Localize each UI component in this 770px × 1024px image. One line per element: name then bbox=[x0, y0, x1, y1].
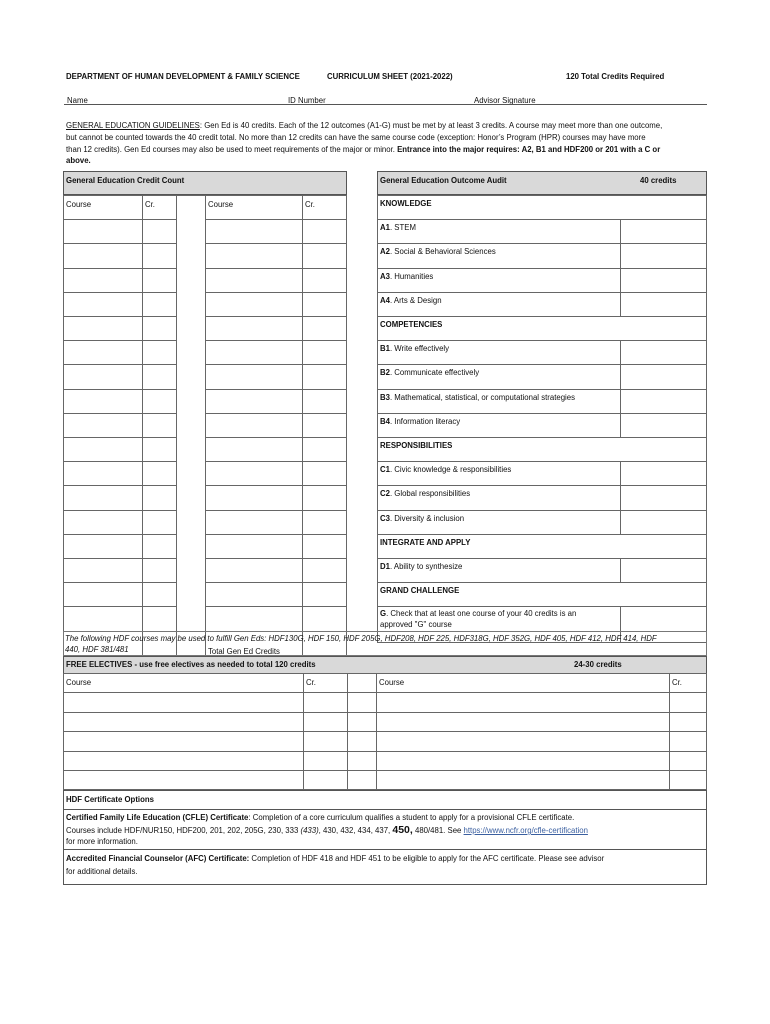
outcome-item-text bbox=[380, 343, 449, 354]
fe-credit-input[interactable] bbox=[303, 751, 348, 771]
gened-credit-input[interactable] bbox=[302, 461, 347, 486]
gened-course-input[interactable] bbox=[63, 558, 143, 583]
outcome-item-text bbox=[380, 271, 433, 282]
outcome-course-input[interactable] bbox=[620, 340, 707, 365]
outcome-item-a3 bbox=[377, 268, 621, 293]
gened-credit-input[interactable] bbox=[302, 510, 347, 535]
gened-course-input[interactable] bbox=[63, 485, 143, 510]
outcome-course-input[interactable] bbox=[620, 558, 707, 583]
fe-credit-input[interactable] bbox=[303, 770, 348, 790]
col-course2-header bbox=[205, 195, 303, 220]
outcome-course-input[interactable] bbox=[620, 268, 707, 293]
outcome-description: . Check that at least one course of your 40 credits is an bbox=[386, 609, 577, 619]
outcome-section-label: GRAND CHALLENGE bbox=[380, 586, 460, 596]
gened-credit-input[interactable] bbox=[302, 292, 347, 317]
gened-credit-input[interactable] bbox=[302, 413, 347, 438]
fe-course-input[interactable] bbox=[376, 751, 670, 771]
fe-credit-input[interactable] bbox=[669, 770, 707, 790]
free-electives-title: FREE ELECTIVES - use free electives as needed to total 120 credits bbox=[66, 660, 316, 669]
gened-credit-input[interactable] bbox=[142, 437, 177, 462]
col-cr-header bbox=[142, 195, 177, 220]
gened-credit-input[interactable] bbox=[302, 534, 347, 559]
cfle-courses-2: , 430, 432, 434, 437, bbox=[318, 826, 393, 835]
cfle-line-1: : Completion of a core curriculum qualifies a student to apply for a provisional CFLE certificate. bbox=[248, 813, 575, 822]
gened-credit-input[interactable] bbox=[142, 582, 177, 607]
gened-course-input[interactable] bbox=[63, 364, 143, 389]
gened-course-input[interactable] bbox=[205, 437, 303, 462]
gened-credit-input[interactable] bbox=[142, 340, 177, 365]
fe-credit-input[interactable] bbox=[303, 712, 348, 732]
gened-course-input[interactable] bbox=[205, 340, 303, 365]
fe-credit-input[interactable] bbox=[303, 692, 348, 712]
fe-credit-input[interactable] bbox=[669, 731, 707, 751]
outcome-course-input[interactable] bbox=[620, 389, 707, 414]
outcome-code: C2 bbox=[380, 489, 390, 499]
gened-credit-input[interactable] bbox=[142, 389, 177, 414]
outcome-course-input[interactable] bbox=[620, 292, 707, 317]
gened-course-input[interactable] bbox=[205, 558, 303, 583]
cfle-courses: Courses include HDF/NUR150, HDF200, 201, 202, 205G, 230, 333 bbox=[66, 826, 301, 835]
col-cr2-header-label: Cr. bbox=[305, 200, 315, 209]
free-electives-credits: 24-30 credits bbox=[574, 660, 622, 669]
outcome-item-a4 bbox=[377, 292, 621, 317]
gened-credit-input[interactable] bbox=[302, 606, 347, 631]
outcome-section-responsibilities bbox=[377, 437, 707, 462]
hdf-note-line-2: 440, HDF 381/481 bbox=[65, 645, 129, 654]
guidelines-line-4: above. bbox=[66, 156, 91, 166]
gened-course-input[interactable] bbox=[205, 243, 303, 268]
gened-course-input[interactable] bbox=[63, 534, 143, 559]
gened-course-input[interactable] bbox=[63, 437, 143, 462]
advisor-signature-label: Advisor Signature bbox=[474, 96, 536, 105]
outcome-course-input[interactable] bbox=[620, 413, 707, 438]
outcome-code: D1 bbox=[380, 562, 390, 571]
gened-credit-input[interactable] bbox=[142, 364, 177, 389]
total-gened-credits-label: Total Gen Ed Credits bbox=[208, 646, 280, 656]
gened-credit-input[interactable] bbox=[302, 582, 347, 607]
outcome-code: A1 bbox=[380, 223, 390, 233]
gened-course-input[interactable] bbox=[205, 389, 303, 414]
outcome-description: . Diversity & inclusion bbox=[389, 513, 465, 523]
gen-ed-guidelines bbox=[66, 120, 711, 167]
fe-course-input[interactable] bbox=[376, 712, 670, 732]
guidelines-line-1: : Gen Ed is 40 credits. Each of the 12 outcomes (A1-G) must be met by at least 3 credits. A course may meet more than one outcome, bbox=[199, 121, 663, 130]
fe-cr-label: Cr. bbox=[306, 678, 316, 687]
outcome-item-c1 bbox=[377, 461, 621, 486]
cfle-title: Certified Family Life Education (CFLE) Certificate bbox=[66, 813, 249, 822]
outcome-section-label: RESPONSIBILITIES bbox=[380, 441, 453, 450]
fe-credit-input[interactable] bbox=[669, 712, 707, 732]
col-cr-header-label: Cr. bbox=[145, 200, 155, 209]
outcome-course-input[interactable] bbox=[620, 364, 707, 389]
outcome-description: . Information literacy bbox=[389, 416, 461, 426]
cfle-courses-3: 480/481. See bbox=[412, 826, 464, 835]
cfle-certification-link[interactable]: https://www.ncfr.org/cfle-certification bbox=[463, 826, 588, 835]
outcome-item-text bbox=[380, 513, 464, 524]
gened-credit-input[interactable] bbox=[142, 243, 177, 268]
outcome-item-text bbox=[380, 416, 460, 427]
gened-course-input[interactable] bbox=[63, 219, 143, 244]
outcome-g-text-1 bbox=[380, 608, 576, 619]
fe-spacer bbox=[347, 712, 377, 732]
outcome-code: G bbox=[380, 609, 387, 619]
gened-course-input[interactable] bbox=[205, 268, 303, 293]
gened-credit-input[interactable] bbox=[142, 510, 177, 535]
outcome-code: B3 bbox=[380, 392, 390, 402]
guidelines-line-2: but cannot be counted towards the 40 credit total. No more than 12 credits can have the same course code (exception: Honor’s Program (HPR) courses may have more bbox=[66, 132, 646, 142]
fe-course-input[interactable] bbox=[63, 770, 304, 790]
fe-course-input[interactable] bbox=[63, 692, 304, 712]
outcome-audit-credits: 40 credits bbox=[640, 176, 677, 185]
outcome-item-text bbox=[380, 464, 511, 475]
gened-count-title: General Education Credit Count bbox=[66, 176, 185, 185]
outcome-description: . Ability to synthesize bbox=[389, 562, 463, 571]
gened-course-input[interactable] bbox=[63, 413, 143, 438]
outcome-audit-header bbox=[377, 171, 707, 195]
outcome-course-input[interactable] bbox=[620, 461, 707, 486]
outcome-description: . Humanities bbox=[389, 271, 434, 281]
department-title: DEPARTMENT OF HUMAN DEVELOPMENT & FAMILY SCIENCE bbox=[66, 72, 300, 81]
outcome-section-grand-challenge bbox=[377, 582, 707, 607]
outcome-g-text-2: approved "G" course bbox=[380, 620, 452, 630]
gened-course-input[interactable] bbox=[63, 510, 143, 535]
fe-course-input[interactable] bbox=[376, 770, 670, 790]
outcome-item-d1 bbox=[377, 558, 621, 583]
fe-credit-input[interactable] bbox=[669, 692, 707, 712]
fe-col-course-header bbox=[63, 673, 304, 693]
gened-credit-input[interactable] bbox=[142, 558, 177, 583]
gened-credit-input[interactable] bbox=[142, 606, 177, 631]
outcome-item-text bbox=[380, 246, 496, 257]
outcome-item-text bbox=[380, 561, 462, 572]
fe-course-label: Course bbox=[66, 678, 92, 687]
outcome-code: A2 bbox=[380, 247, 390, 257]
fe-spacer bbox=[347, 731, 377, 751]
gened-credit-input[interactable] bbox=[302, 268, 347, 293]
gened-course-input[interactable] bbox=[63, 292, 143, 317]
col-cr2-header bbox=[302, 195, 347, 220]
outcome-item-c3 bbox=[377, 510, 621, 535]
name-label: Name bbox=[67, 96, 88, 105]
gened-credit-input[interactable] bbox=[302, 364, 347, 389]
outcome-course-input[interactable] bbox=[620, 510, 707, 535]
fe-col-cr-header bbox=[303, 673, 348, 693]
outcome-description: . Social & Behavioral Sciences bbox=[389, 247, 496, 257]
col-course-header bbox=[63, 195, 143, 220]
afc-line-1: Completion of HDF 418 and HDF 451 to be eligible to apply for the AFC certificate. Please see advisor bbox=[249, 854, 605, 863]
outcome-description: . Communicate effectively bbox=[389, 368, 480, 378]
col-course-header-label: Course bbox=[66, 200, 92, 209]
gened-credit-input[interactable] bbox=[302, 316, 347, 341]
gened-credit-input[interactable] bbox=[302, 558, 347, 583]
gened-course-input[interactable] bbox=[63, 316, 143, 341]
gened-course-input[interactable] bbox=[205, 534, 303, 559]
gened-credit-input[interactable] bbox=[142, 292, 177, 317]
outcome-description: . Write effectively bbox=[389, 344, 450, 354]
gened-course-input[interactable] bbox=[205, 364, 303, 389]
gened-course-input[interactable] bbox=[205, 413, 303, 438]
outcome-item-text bbox=[380, 295, 442, 306]
fe-spacer bbox=[347, 673, 377, 693]
outcome-description: . Civic knowledge & responsibilities bbox=[389, 465, 512, 475]
afc-line-2: for additional details. bbox=[66, 867, 138, 876]
outcome-audit-title: General Education Outcome Audit bbox=[380, 176, 507, 185]
gened-credit-input[interactable] bbox=[142, 461, 177, 486]
fe-spacer bbox=[347, 770, 377, 790]
outcome-item-b2 bbox=[377, 364, 621, 389]
outcome-code: C1 bbox=[380, 465, 390, 475]
gened-credit-input[interactable] bbox=[142, 413, 177, 438]
outcome-item-text bbox=[380, 392, 575, 403]
outcome-code: A4 bbox=[380, 295, 390, 305]
fe-course-input[interactable] bbox=[63, 712, 304, 732]
col-course2-header-label: Course bbox=[208, 200, 234, 209]
gened-course-input[interactable] bbox=[63, 389, 143, 414]
outcome-item-a1 bbox=[377, 219, 621, 244]
outcome-course-input[interactable] bbox=[620, 485, 707, 510]
outcome-section-integrate-and-apply bbox=[377, 534, 707, 559]
outcome-item-b1 bbox=[377, 340, 621, 365]
outcome-description: . STEM bbox=[389, 223, 416, 233]
gened-credit-input[interactable] bbox=[302, 389, 347, 414]
gened-credit-input[interactable] bbox=[142, 316, 177, 341]
gened-course-input[interactable] bbox=[205, 510, 303, 535]
fe-credit-input[interactable] bbox=[303, 731, 348, 751]
fe-course2-label: Course bbox=[379, 678, 405, 687]
outcome-item-c2 bbox=[377, 485, 621, 510]
outcome-item-b4 bbox=[377, 413, 621, 438]
sheet-title: CURRICULUM SHEET (2021-2022) bbox=[327, 72, 453, 81]
gened-course-input[interactable] bbox=[205, 316, 303, 341]
gened-course-input[interactable] bbox=[205, 219, 303, 244]
gened-credit-input[interactable] bbox=[302, 219, 347, 244]
gened-credit-input[interactable] bbox=[302, 340, 347, 365]
gened-course-input[interactable] bbox=[63, 268, 143, 293]
outcome-section-label: KNOWLEDGE bbox=[380, 199, 432, 208]
outcome-section-competencies bbox=[377, 316, 707, 341]
cfle-certificate bbox=[63, 809, 707, 850]
id-number-label: ID Number bbox=[288, 96, 326, 105]
certificate-options-header bbox=[63, 790, 707, 810]
cfle-course-433: (433) bbox=[300, 826, 319, 835]
gened-course-input[interactable] bbox=[205, 485, 303, 510]
hdf-gened-note bbox=[63, 631, 707, 656]
outcome-code: B1 bbox=[380, 344, 390, 354]
outcome-description: . Mathematical, statistical, or computational strategies bbox=[389, 392, 576, 402]
gened-credit-input[interactable] bbox=[302, 437, 347, 462]
fe-col-course2-header bbox=[376, 673, 670, 693]
credits-required: 120 Total Credits Required bbox=[566, 72, 665, 81]
guidelines-line-3: than 12 credits). Gen Ed courses may also be used to meet requirements of the major or minor. bbox=[66, 144, 398, 154]
fe-cr2-label: Cr. bbox=[672, 678, 682, 687]
spacer-column bbox=[176, 195, 206, 667]
gened-course-input[interactable] bbox=[63, 582, 143, 607]
gened-course-input[interactable] bbox=[205, 461, 303, 486]
outcome-item-a2 bbox=[377, 243, 621, 268]
outcome-code: B4 bbox=[380, 416, 390, 426]
outcome-item-b3 bbox=[377, 389, 621, 414]
entrance-requirements: Entrance into the major requires: A2, B1 and HDF200 or 201 with a C or bbox=[397, 144, 661, 154]
gened-credit-input[interactable] bbox=[142, 485, 177, 510]
gened-credit-input[interactable] bbox=[302, 243, 347, 268]
gened-course-input[interactable] bbox=[63, 606, 143, 631]
outcome-description: . Global responsibilities bbox=[389, 489, 471, 499]
outcome-item-text bbox=[380, 222, 416, 233]
cfle-line-3: for more information. bbox=[66, 837, 138, 846]
gened-course-input[interactable] bbox=[205, 292, 303, 317]
outcome-description: . Arts & Design bbox=[389, 295, 442, 305]
cfle-course-450: 450, bbox=[392, 824, 413, 836]
fe-course-input[interactable] bbox=[376, 692, 670, 712]
fe-course-input[interactable] bbox=[63, 751, 304, 771]
outcome-course-input[interactable] bbox=[620, 243, 707, 268]
fe-spacer bbox=[347, 751, 377, 771]
fe-credit-input[interactable] bbox=[669, 751, 707, 771]
outcome-item-text bbox=[380, 367, 479, 378]
gened-course-input[interactable] bbox=[63, 243, 143, 268]
fe-course-input[interactable] bbox=[376, 731, 670, 751]
gened-credit-input[interactable] bbox=[142, 268, 177, 293]
fe-spacer bbox=[347, 692, 377, 712]
afc-title: Accredited Financial Counselor (AFC) Certificate: bbox=[66, 854, 250, 863]
gened-course-input[interactable] bbox=[63, 340, 143, 365]
outcome-section-label: COMPETENCIES bbox=[380, 320, 443, 329]
fe-col-cr2-header bbox=[669, 673, 707, 693]
hdf-note-line-1: The following HDF courses may be used to fulfill Gen Eds: HDF130G, HDF 150, HDF 205G, HDF208, HDF 225, HDF318G, HDF 352G, HDF 405, HDF 412, HDF 414, HDF bbox=[65, 634, 657, 643]
gened-course-input[interactable] bbox=[63, 461, 143, 486]
outcome-code: B2 bbox=[380, 368, 390, 378]
outcome-course-input[interactable] bbox=[620, 219, 707, 244]
guidelines-heading: GENERAL EDUCATION GUIDELINES bbox=[66, 121, 200, 130]
afc-certificate bbox=[63, 849, 707, 885]
gened-course-input[interactable] bbox=[205, 606, 303, 631]
outcome-section-knowledge bbox=[377, 195, 707, 220]
gened-credit-input[interactable] bbox=[142, 219, 177, 244]
gened-course-input[interactable] bbox=[205, 582, 303, 607]
gened-credit-input[interactable] bbox=[142, 534, 177, 559]
outcome-code: A3 bbox=[380, 271, 390, 281]
outcome-item-text bbox=[380, 488, 470, 499]
gened-credit-input[interactable] bbox=[302, 485, 347, 510]
fe-course-input[interactable] bbox=[63, 731, 304, 751]
outcome-section-label: INTEGRATE AND APPLY bbox=[380, 537, 471, 547]
signature-line[interactable] bbox=[64, 104, 707, 105]
free-electives-header bbox=[63, 656, 707, 674]
gened-count-header bbox=[63, 171, 347, 195]
certificate-options-title: HDF Certificate Options bbox=[66, 795, 154, 804]
outcome-code: C3 bbox=[380, 513, 390, 523]
